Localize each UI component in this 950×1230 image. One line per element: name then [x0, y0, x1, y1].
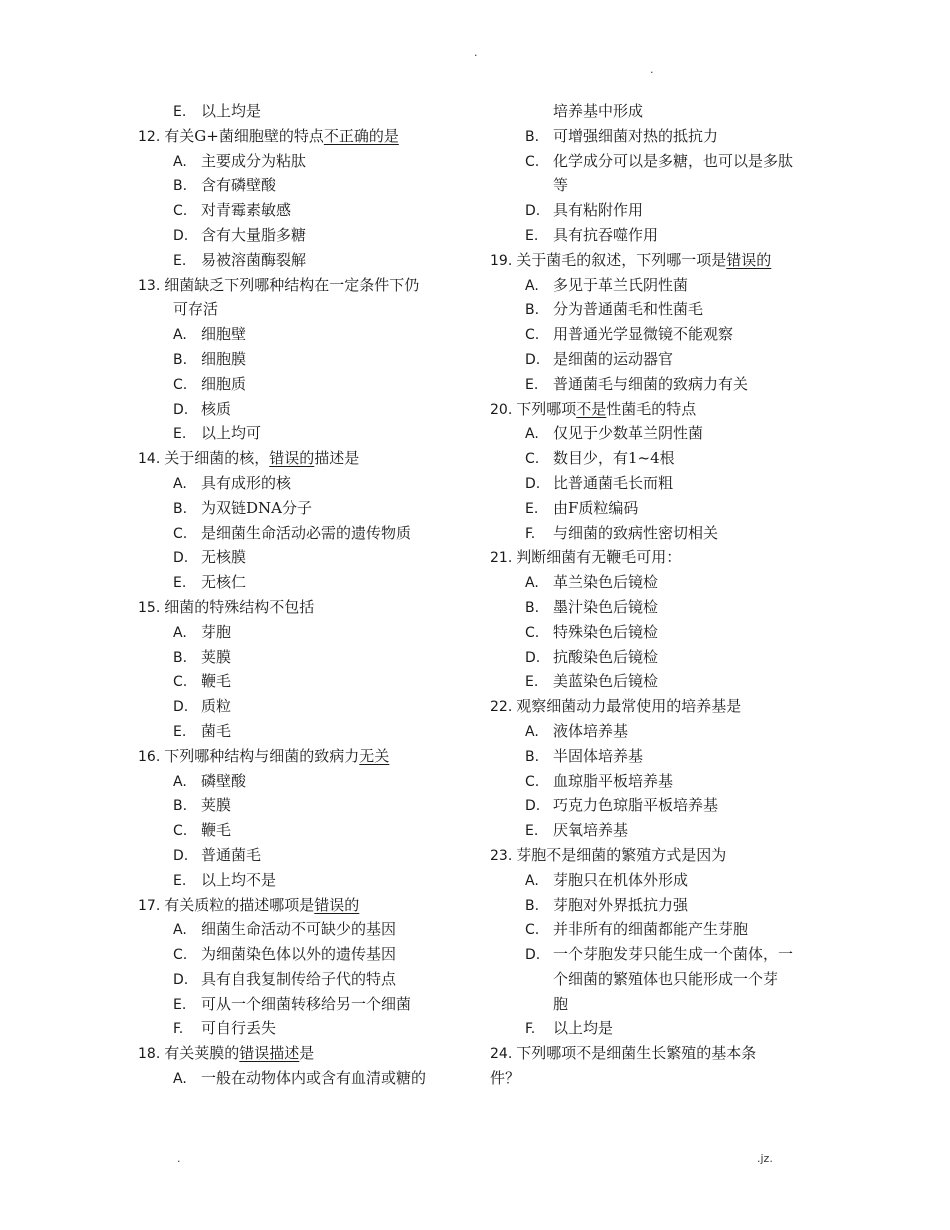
option-line: [490, 198, 810, 223]
question-number: 12.: [138, 128, 161, 145]
option-line: [138, 719, 458, 744]
line-text: 美蓝染色后镜检: [553, 672, 659, 691]
question-number: 19.: [490, 252, 513, 269]
line-text: 鞭毛: [201, 672, 232, 691]
question-line: [138, 744, 458, 769]
line-text: 一个芽胞发芽只能生成一个菌体，一: [553, 945, 794, 964]
line-text: 关于菌毛的叙述，下列哪一项是: [516, 250, 727, 269]
line-text: 具有自我复制传给子代的特点: [201, 969, 397, 988]
option-line: [138, 322, 458, 347]
option-letter: D.: [173, 227, 189, 244]
option-letter: C.: [525, 922, 540, 939]
line-text: 以上均不是: [201, 870, 277, 889]
line-text: 有关质粒的描述哪项是: [164, 895, 315, 914]
option-letter: E.: [173, 426, 187, 443]
option-line: [138, 570, 458, 595]
question-line: [490, 843, 810, 868]
question-continuation: [490, 1066, 810, 1091]
question-line: [138, 893, 458, 918]
line-text: 细菌缺乏下列哪种结构在一定条件下仍: [164, 275, 420, 294]
option-letter: B.: [173, 798, 188, 815]
option-letter: D.: [525, 947, 541, 964]
option-line: [138, 917, 458, 942]
line-text: 细菌的特殊结构不包括: [164, 597, 315, 616]
option-letter: E.: [525, 227, 539, 244]
question-line: [490, 694, 810, 719]
option-line: [138, 1016, 458, 1041]
option-letter: F.: [525, 1021, 536, 1038]
line-text: 具有抗吞噬作用: [553, 225, 659, 244]
option-line: [138, 669, 458, 694]
option-line: [138, 620, 458, 645]
left-column: [138, 99, 458, 1091]
option-letter: E.: [525, 674, 539, 691]
option-line: [138, 248, 458, 273]
option-line: [138, 149, 458, 174]
line-text: 用普通光学显微镜不能观察: [553, 325, 734, 344]
option-line: [138, 1066, 458, 1091]
line-text: 易被溶菌酶裂解: [201, 250, 307, 269]
question-line: [490, 545, 810, 570]
line-text: 含有磷壁酸: [201, 176, 277, 195]
option-continuation: [490, 99, 810, 124]
option-letter: F.: [525, 525, 536, 542]
option-line: [138, 421, 458, 446]
line-text: 为细菌染色体以外的遗传基因: [201, 945, 397, 964]
option-line: [138, 769, 458, 794]
line-text: 细胞质: [201, 374, 247, 393]
question-number: 13.: [138, 277, 161, 294]
emphasis-text: 错误的: [726, 250, 772, 269]
option-continuation: [490, 992, 810, 1017]
question-number: 22.: [490, 699, 513, 716]
option-letter: D.: [173, 401, 189, 418]
option-line: [490, 273, 810, 298]
line-text: 由F质粒编码: [553, 498, 639, 517]
option-letter: E.: [173, 872, 187, 889]
option-line: [138, 545, 458, 570]
option-letter: A.: [173, 475, 187, 492]
line-text: 下列哪项不是细菌生长繁殖的基本条: [516, 1044, 757, 1063]
option-line: [138, 992, 458, 1017]
option-continuation: [490, 967, 810, 992]
line-text: 荚膜: [201, 796, 232, 815]
line-text: 一般在动物体内或含有血清或糖的: [201, 1069, 427, 1088]
option-line: [490, 446, 810, 471]
line-text: 描述是: [314, 449, 360, 468]
header-dot-left: .: [474, 46, 478, 59]
option-letter: E.: [173, 723, 187, 740]
question-number: 17.: [138, 897, 161, 914]
option-letter: B.: [173, 351, 188, 368]
option-letter: A.: [173, 1071, 187, 1088]
question-number: 23.: [490, 847, 513, 864]
emphasis-text: 不正确的是: [323, 126, 399, 145]
line-text: 具有成形的核: [201, 473, 292, 492]
option-line: [138, 645, 458, 670]
line-text: 判断细菌有无鞭毛可用：: [516, 548, 682, 567]
option-letter: D.: [525, 649, 541, 666]
line-text: 特殊染色后镜检: [553, 622, 659, 641]
line-text: 具有粘附作用: [553, 201, 644, 220]
footer-page-mark: .jz.: [757, 1152, 773, 1165]
option-line: [490, 793, 810, 818]
line-text: 芽胞不是细菌的繁殖方式是因为: [516, 845, 727, 864]
option-letter: F.: [173, 1021, 184, 1038]
line-text: 培养基中形成: [553, 102, 644, 120]
line-text: 抗酸染色后镜检: [553, 647, 659, 666]
line-text: 是细菌的运动器官: [553, 349, 674, 368]
emphasis-text: 错误的: [269, 449, 315, 468]
question-number: 20.: [490, 401, 513, 418]
line-text: 对青霉素敏感: [201, 201, 292, 220]
line-text: 可从一个细菌转移给另一个细菌: [201, 994, 412, 1013]
option-letter: A.: [525, 277, 539, 294]
option-line: [490, 347, 810, 372]
question-number: 21.: [490, 550, 513, 567]
option-line: [138, 173, 458, 198]
option-letter: E.: [173, 996, 187, 1013]
option-line: [138, 843, 458, 868]
option-line: [490, 942, 810, 967]
line-text: 个细菌的繁殖体也只能形成一个芽: [553, 969, 779, 988]
option-letter: D.: [525, 203, 541, 220]
question-line: [490, 1041, 810, 1066]
header-dot-right: .: [650, 63, 654, 76]
line-text: 是: [299, 1044, 315, 1063]
question-line: [138, 595, 458, 620]
option-letter: C.: [173, 203, 188, 220]
option-line: [490, 669, 810, 694]
option-line: [138, 967, 458, 992]
line-text: 观察细菌动力最常使用的培养基是: [516, 697, 742, 716]
line-text: 是细菌生命活动必需的遗传物质: [201, 523, 412, 542]
option-line: [138, 521, 458, 546]
line-text: 可增强细菌对热的抵抗力: [553, 126, 719, 145]
question-number: 14.: [138, 451, 161, 468]
line-text: 等: [553, 176, 569, 195]
question-number: 16.: [138, 748, 161, 765]
line-text: 可自行丢失: [201, 1019, 277, 1038]
option-line: [138, 793, 458, 818]
line-text: 胞: [553, 994, 569, 1013]
line-text: 下列哪种结构与细菌的致病力: [164, 746, 360, 765]
option-letter: A.: [173, 327, 187, 344]
line-text: 可存活: [173, 300, 219, 319]
question-line: [138, 446, 458, 471]
line-text: 厌氧培养基: [553, 821, 629, 840]
option-letter: E.: [173, 575, 187, 592]
emphasis-text: 错误的: [314, 895, 360, 914]
option-line: [138, 223, 458, 248]
line-text: 血琼脂平板培养基: [553, 771, 674, 790]
option-letter: E.: [173, 252, 187, 269]
line-text: 芽胞对外界抵抗力强: [553, 895, 689, 914]
line-text: 以上均可: [201, 424, 262, 443]
option-line: [138, 868, 458, 893]
option-line: [490, 570, 810, 595]
option-line: [490, 521, 810, 546]
line-text: 有关G+菌细胞壁的特点: [164, 126, 324, 145]
line-text: 仅见于少数革兰阴性菌: [553, 424, 704, 443]
line-text: 革兰染色后镜检: [553, 573, 659, 592]
option-letter: C.: [525, 153, 540, 170]
right-column: [490, 99, 810, 1091]
option-letter: A.: [525, 872, 539, 889]
option-line: [138, 818, 458, 843]
option-letter: A.: [525, 575, 539, 592]
line-text: 主要成分为粘肽: [201, 151, 307, 170]
option-line: [138, 496, 458, 521]
question-line: [138, 1041, 458, 1066]
option-line: [490, 372, 810, 397]
option-letter: E.: [173, 104, 187, 120]
line-text: 件？: [490, 1069, 521, 1088]
line-text: 液体培养基: [553, 721, 629, 740]
option-letter: D.: [173, 699, 189, 716]
option-line: [490, 124, 810, 149]
line-text: 细菌生命活动不可缺少的基因: [201, 920, 397, 939]
footer-dot-left: .: [177, 1152, 181, 1165]
emphasis-text: 无关: [359, 746, 390, 765]
line-text: 数目少，有1~4根: [553, 449, 675, 468]
line-text: 与细菌的致病性密切相关: [553, 523, 719, 542]
option-letter: C.: [173, 823, 188, 840]
option-line: [490, 620, 810, 645]
option-continuation: [490, 173, 810, 198]
line-text: 巧克力色琼脂平板培养基: [553, 796, 719, 815]
line-text: 分为普通菌毛和性菌毛: [553, 300, 704, 319]
line-text: 性菌毛的特点: [606, 399, 697, 418]
option-line: [490, 818, 810, 843]
emphasis-text: 不是: [576, 399, 607, 418]
line-text: 以上均是: [553, 1019, 614, 1038]
option-line: [490, 1016, 810, 1041]
option-line: [138, 694, 458, 719]
question-line: [490, 397, 810, 422]
option-letter: D.: [173, 550, 189, 567]
line-text: 比普通菌毛长而粗: [553, 473, 674, 492]
option-line: [138, 372, 458, 397]
line-text: 并非所有的细菌都能产生芽胞: [553, 920, 749, 939]
line-text: 芽胞只在机体外形成: [553, 870, 689, 889]
option-letter: A.: [173, 153, 187, 170]
option-line: [138, 471, 458, 496]
option-line: [490, 297, 810, 322]
option-letter: A.: [525, 723, 539, 740]
option-letter: C.: [173, 674, 188, 691]
question-line: [138, 273, 458, 298]
option-line: [490, 645, 810, 670]
line-text: 关于细菌的核，: [164, 449, 270, 468]
option-letter: C.: [525, 451, 540, 468]
line-text: 墨汁染色后镜检: [553, 597, 659, 616]
line-text: 细胞膜: [201, 349, 247, 368]
option-letter: B.: [525, 748, 540, 765]
line-text: 荚膜: [201, 647, 232, 666]
option-letter: D.: [525, 475, 541, 492]
line-text: 有关荚膜的: [164, 1044, 240, 1063]
option-letter: C.: [173, 947, 188, 964]
option-letter: B.: [525, 599, 540, 616]
line-text: 多见于革兰氏阴性菌: [553, 275, 689, 294]
option-line: [138, 347, 458, 372]
line-text: 鞭毛: [201, 821, 232, 840]
question-number: 24.: [490, 1046, 513, 1063]
question-line: [138, 124, 458, 149]
option-letter: B.: [173, 178, 188, 195]
line-text: 含有大量脂多糖: [201, 225, 307, 244]
option-letter: A.: [173, 773, 187, 790]
option-letter: C.: [525, 624, 540, 641]
line-text: 为双链DNA分子: [201, 498, 312, 517]
line-text: 芽胞: [201, 622, 232, 641]
option-line: [490, 471, 810, 496]
line-text: 化学成分可以是多糖，也可以是多肽: [553, 151, 794, 170]
option-line: [490, 719, 810, 744]
option-letter: D.: [173, 847, 189, 864]
option-line: [490, 893, 810, 918]
option-letter: A.: [173, 922, 187, 939]
option-letter: E.: [525, 823, 539, 840]
option-letter: C.: [525, 773, 540, 790]
option-line: [490, 223, 810, 248]
line-text: 普通菌毛: [201, 845, 262, 864]
option-line: [490, 769, 810, 794]
option-line: [138, 942, 458, 967]
line-text: 普通菌毛与细菌的致病力有关: [553, 374, 749, 393]
line-text: 半固体培养基: [553, 746, 644, 765]
option-line: [490, 917, 810, 942]
option-letter: B.: [525, 128, 540, 145]
question-continuation: [138, 297, 458, 322]
option-line: [490, 744, 810, 769]
option-letter: C.: [525, 327, 540, 344]
question-number: 18.: [138, 1046, 161, 1063]
option-line: [490, 496, 810, 521]
option-letter: C.: [173, 525, 188, 542]
option-line: [490, 868, 810, 893]
option-letter: C.: [173, 376, 188, 393]
emphasis-text: 错误描述: [239, 1044, 300, 1063]
option-line: [490, 149, 810, 174]
option-letter: E.: [525, 376, 539, 393]
question-number: 15.: [138, 599, 161, 616]
option-letter: B.: [173, 500, 188, 517]
option-line: [490, 421, 810, 446]
option-letter: A.: [525, 426, 539, 443]
option-letter: E.: [525, 500, 539, 517]
option-letter: B.: [525, 302, 540, 319]
option-letter: D.: [525, 798, 541, 815]
option-letter: A.: [173, 624, 187, 641]
option-line: [138, 198, 458, 223]
option-line: [490, 595, 810, 620]
line-text: 菌毛: [201, 721, 232, 740]
line-text: 细胞壁: [201, 325, 247, 344]
option-line: [138, 397, 458, 422]
line-text: 磷壁酸: [201, 771, 247, 790]
line-text: 无核膜: [201, 548, 247, 567]
line-text: 质粒: [201, 697, 232, 716]
line-text: 无核仁: [201, 573, 247, 592]
option-letter: B.: [173, 649, 188, 666]
option-letter: D.: [173, 971, 189, 988]
option-letter: D.: [525, 351, 541, 368]
option-line: [490, 322, 810, 347]
question-line: [490, 248, 810, 273]
line-text: 以上均是: [201, 102, 262, 120]
option-letter: B.: [525, 897, 540, 914]
option-line: [138, 99, 458, 124]
line-text: 核质: [201, 399, 232, 418]
line-text: 下列哪项: [516, 399, 577, 418]
